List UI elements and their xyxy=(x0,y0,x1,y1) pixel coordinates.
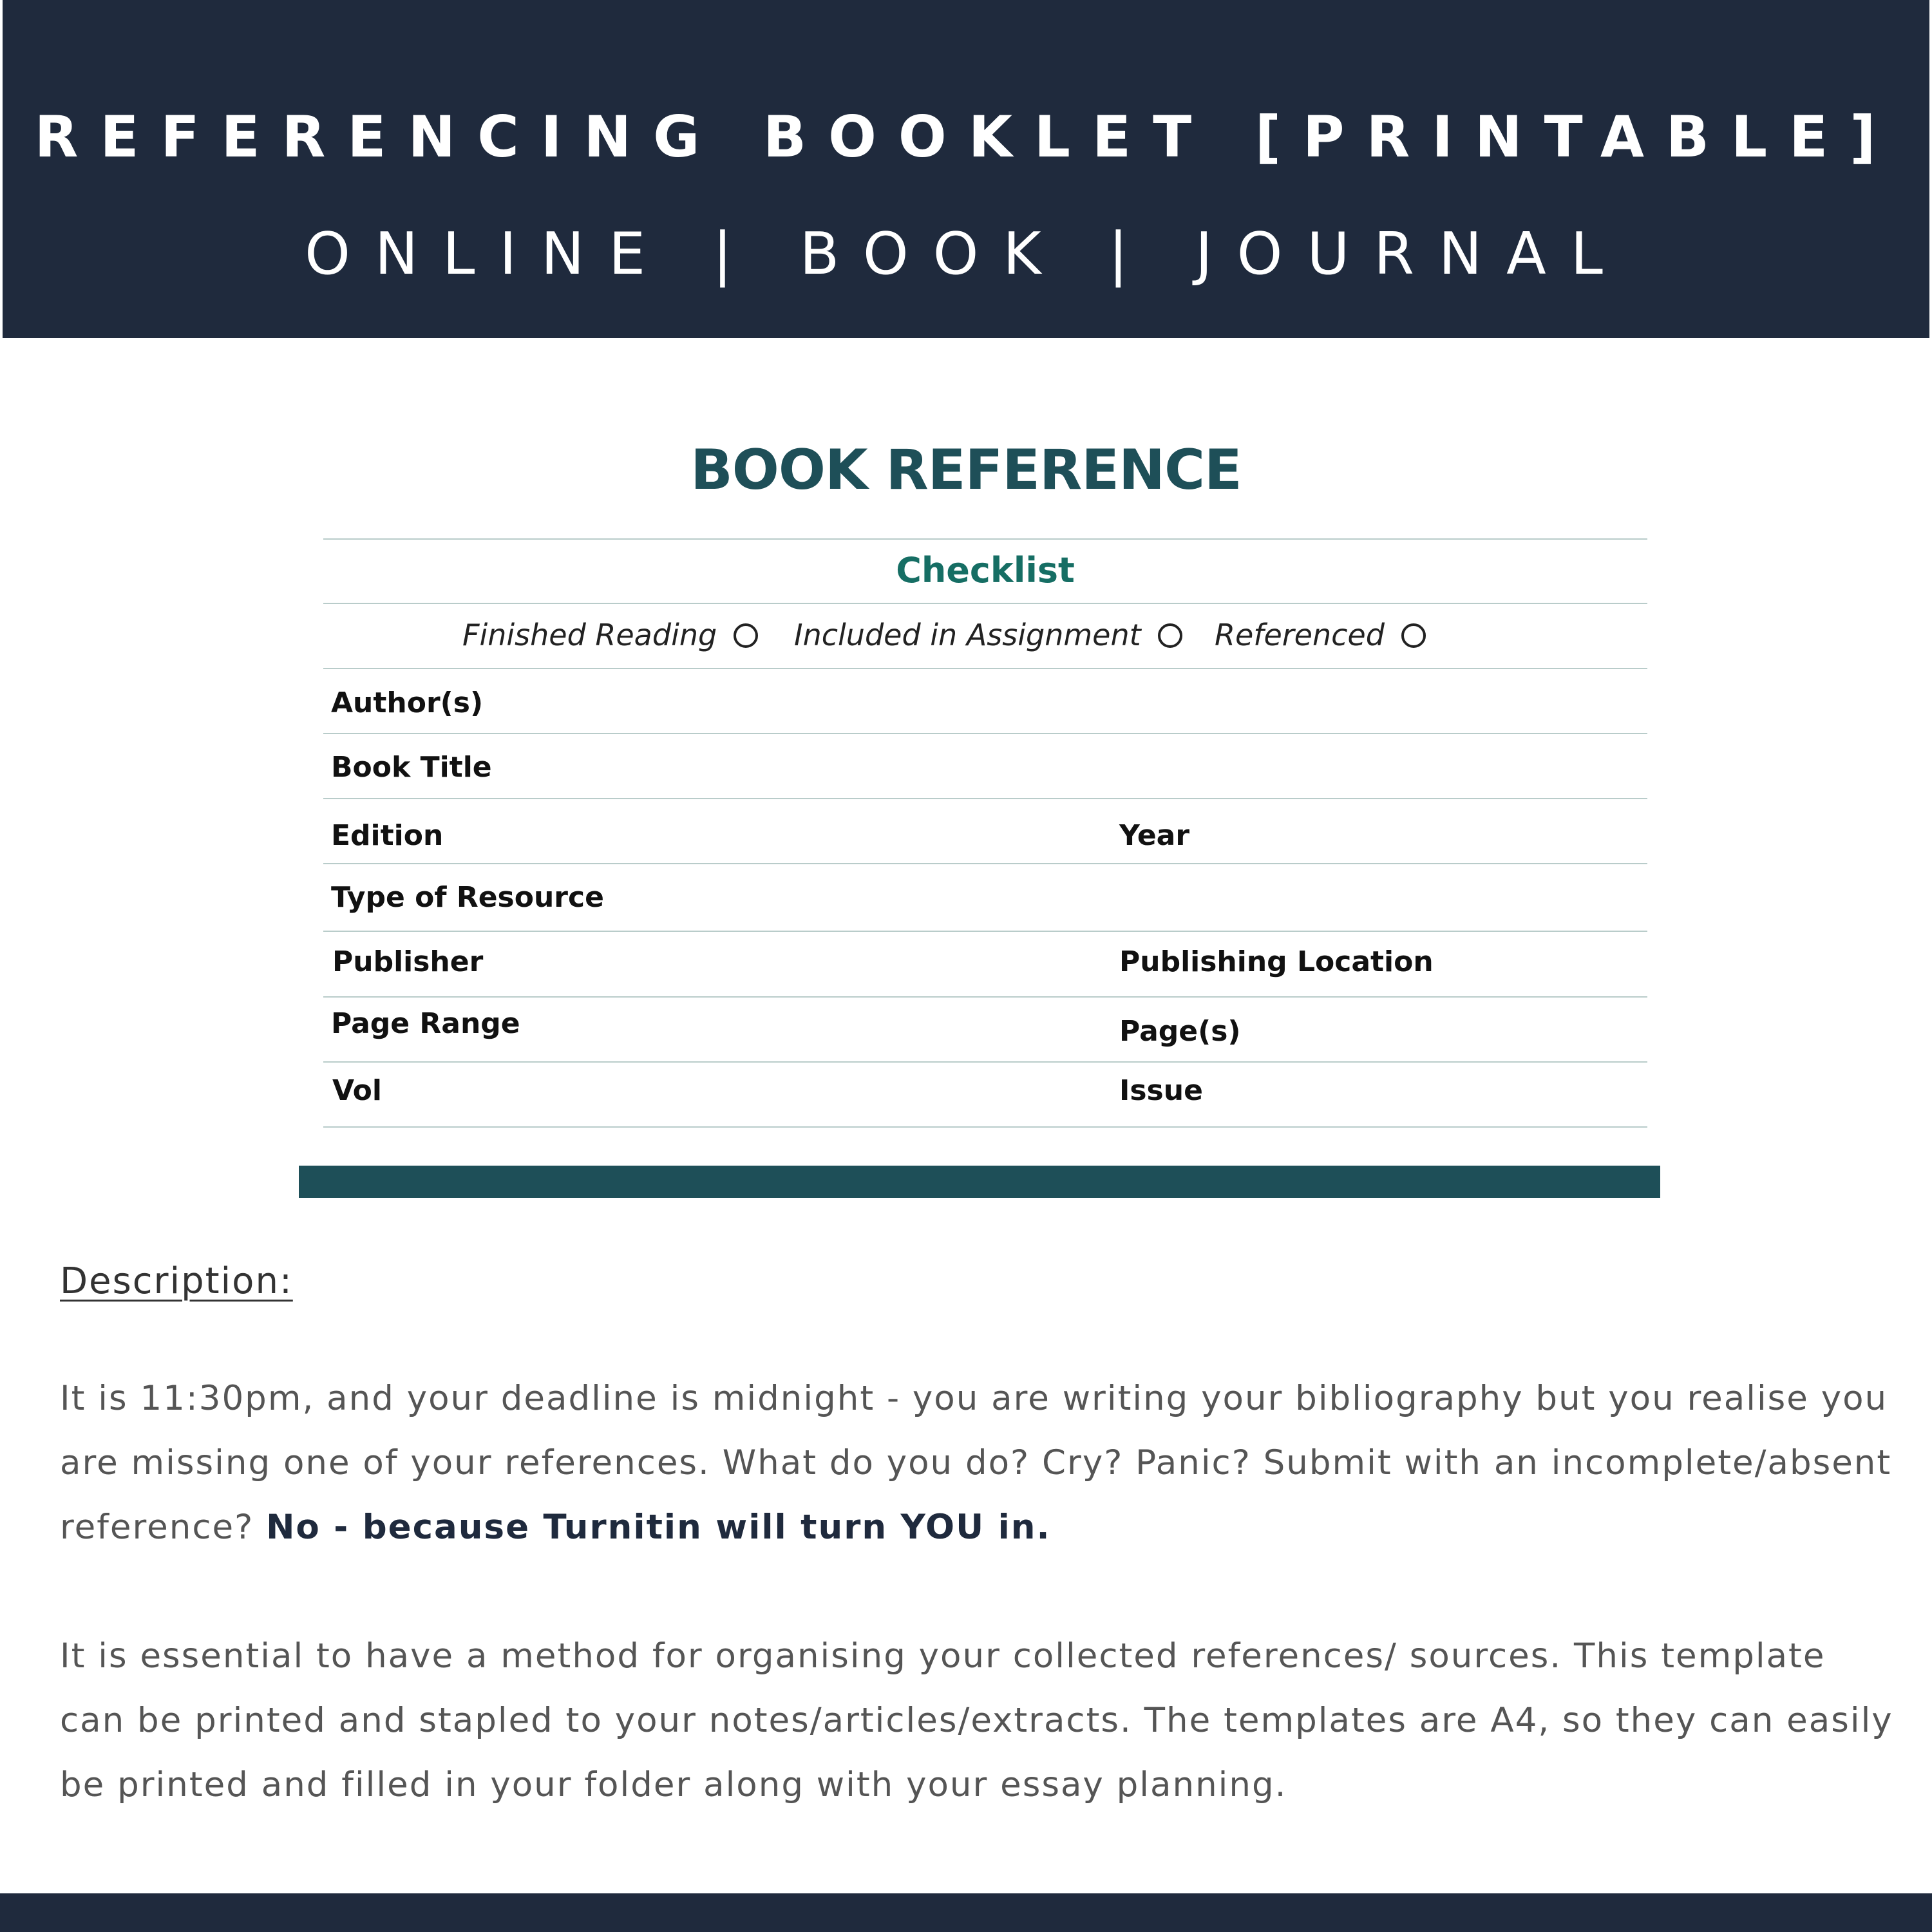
checkbox-circle-icon[interactable] xyxy=(1158,623,1182,648)
description-emphasis: No - because Turnitin will turn YOU in. xyxy=(266,1508,1051,1547)
divider xyxy=(323,996,1647,998)
divider xyxy=(323,668,1647,669)
divider xyxy=(323,1061,1647,1063)
divider xyxy=(323,798,1647,799)
checkbox-circle-icon[interactable] xyxy=(734,623,758,648)
description-text: It is 11:30pm, and your deadline is midnight - you are writing your bibliography but you realise you are missing one of your references. What do you do? Cry? Panic? Submit with an incomplete/absent reference? xyxy=(60,1379,1892,1547)
teal-divider-bar xyxy=(299,1166,1660,1198)
description-heading: Description: xyxy=(60,1260,293,1302)
checklist-item-included-in-assignment[interactable] xyxy=(794,603,1182,667)
field-label-publishing-location: Publishing Location xyxy=(1119,945,1434,978)
booklet-title: REFERENCING BOOKLET [PRINTABLE] xyxy=(34,104,1898,170)
field-label-pages: Page(s) xyxy=(1119,1015,1241,1048)
field-label-issue: Issue xyxy=(1119,1074,1203,1107)
description-paragraph-2: It is essential to have a method for organising your collected references/ sources. This template can be printed and stapled to your notes/articles/extracts. The templates are A4, so they can easily be printed and filled in your folder along with your essay planning. xyxy=(60,1636,1893,1804)
checklist-item-label: Referenced xyxy=(1215,618,1385,652)
footer-bar xyxy=(0,1893,1932,1932)
field-label-page-range: Page Range xyxy=(331,1007,520,1040)
header-banner xyxy=(3,0,1929,338)
field-label-edition: Edition xyxy=(331,819,444,852)
field-label-year: Year xyxy=(1119,819,1190,852)
field-label-authors: Author(s) xyxy=(331,687,484,719)
divider xyxy=(323,931,1647,932)
checklist-item-label: Included in Assignment xyxy=(794,618,1141,652)
field-label-vol: Vol xyxy=(332,1074,382,1107)
checkbox-circle-icon[interactable] xyxy=(1401,623,1426,648)
form-title: BOOK REFERENCE xyxy=(690,438,1242,502)
divider xyxy=(323,863,1647,864)
field-label-book-title: Book Title xyxy=(331,751,492,784)
checklist-item-label: Finished Reading xyxy=(462,618,717,652)
field-label-publisher: Publisher xyxy=(332,945,484,978)
field-label-type-of-resource: Type of Resource xyxy=(331,881,604,914)
divider xyxy=(323,733,1647,734)
divider xyxy=(323,1126,1647,1128)
checklist-title: Checklist xyxy=(896,550,1075,591)
description-paragraph-1 xyxy=(60,1367,1902,1560)
checklist-item-finished-reading[interactable] xyxy=(462,603,758,667)
checklist-item-referenced[interactable] xyxy=(1215,603,1426,667)
booklet-subtitle: ONLINE | BOOK | JOURNAL xyxy=(305,220,1627,288)
